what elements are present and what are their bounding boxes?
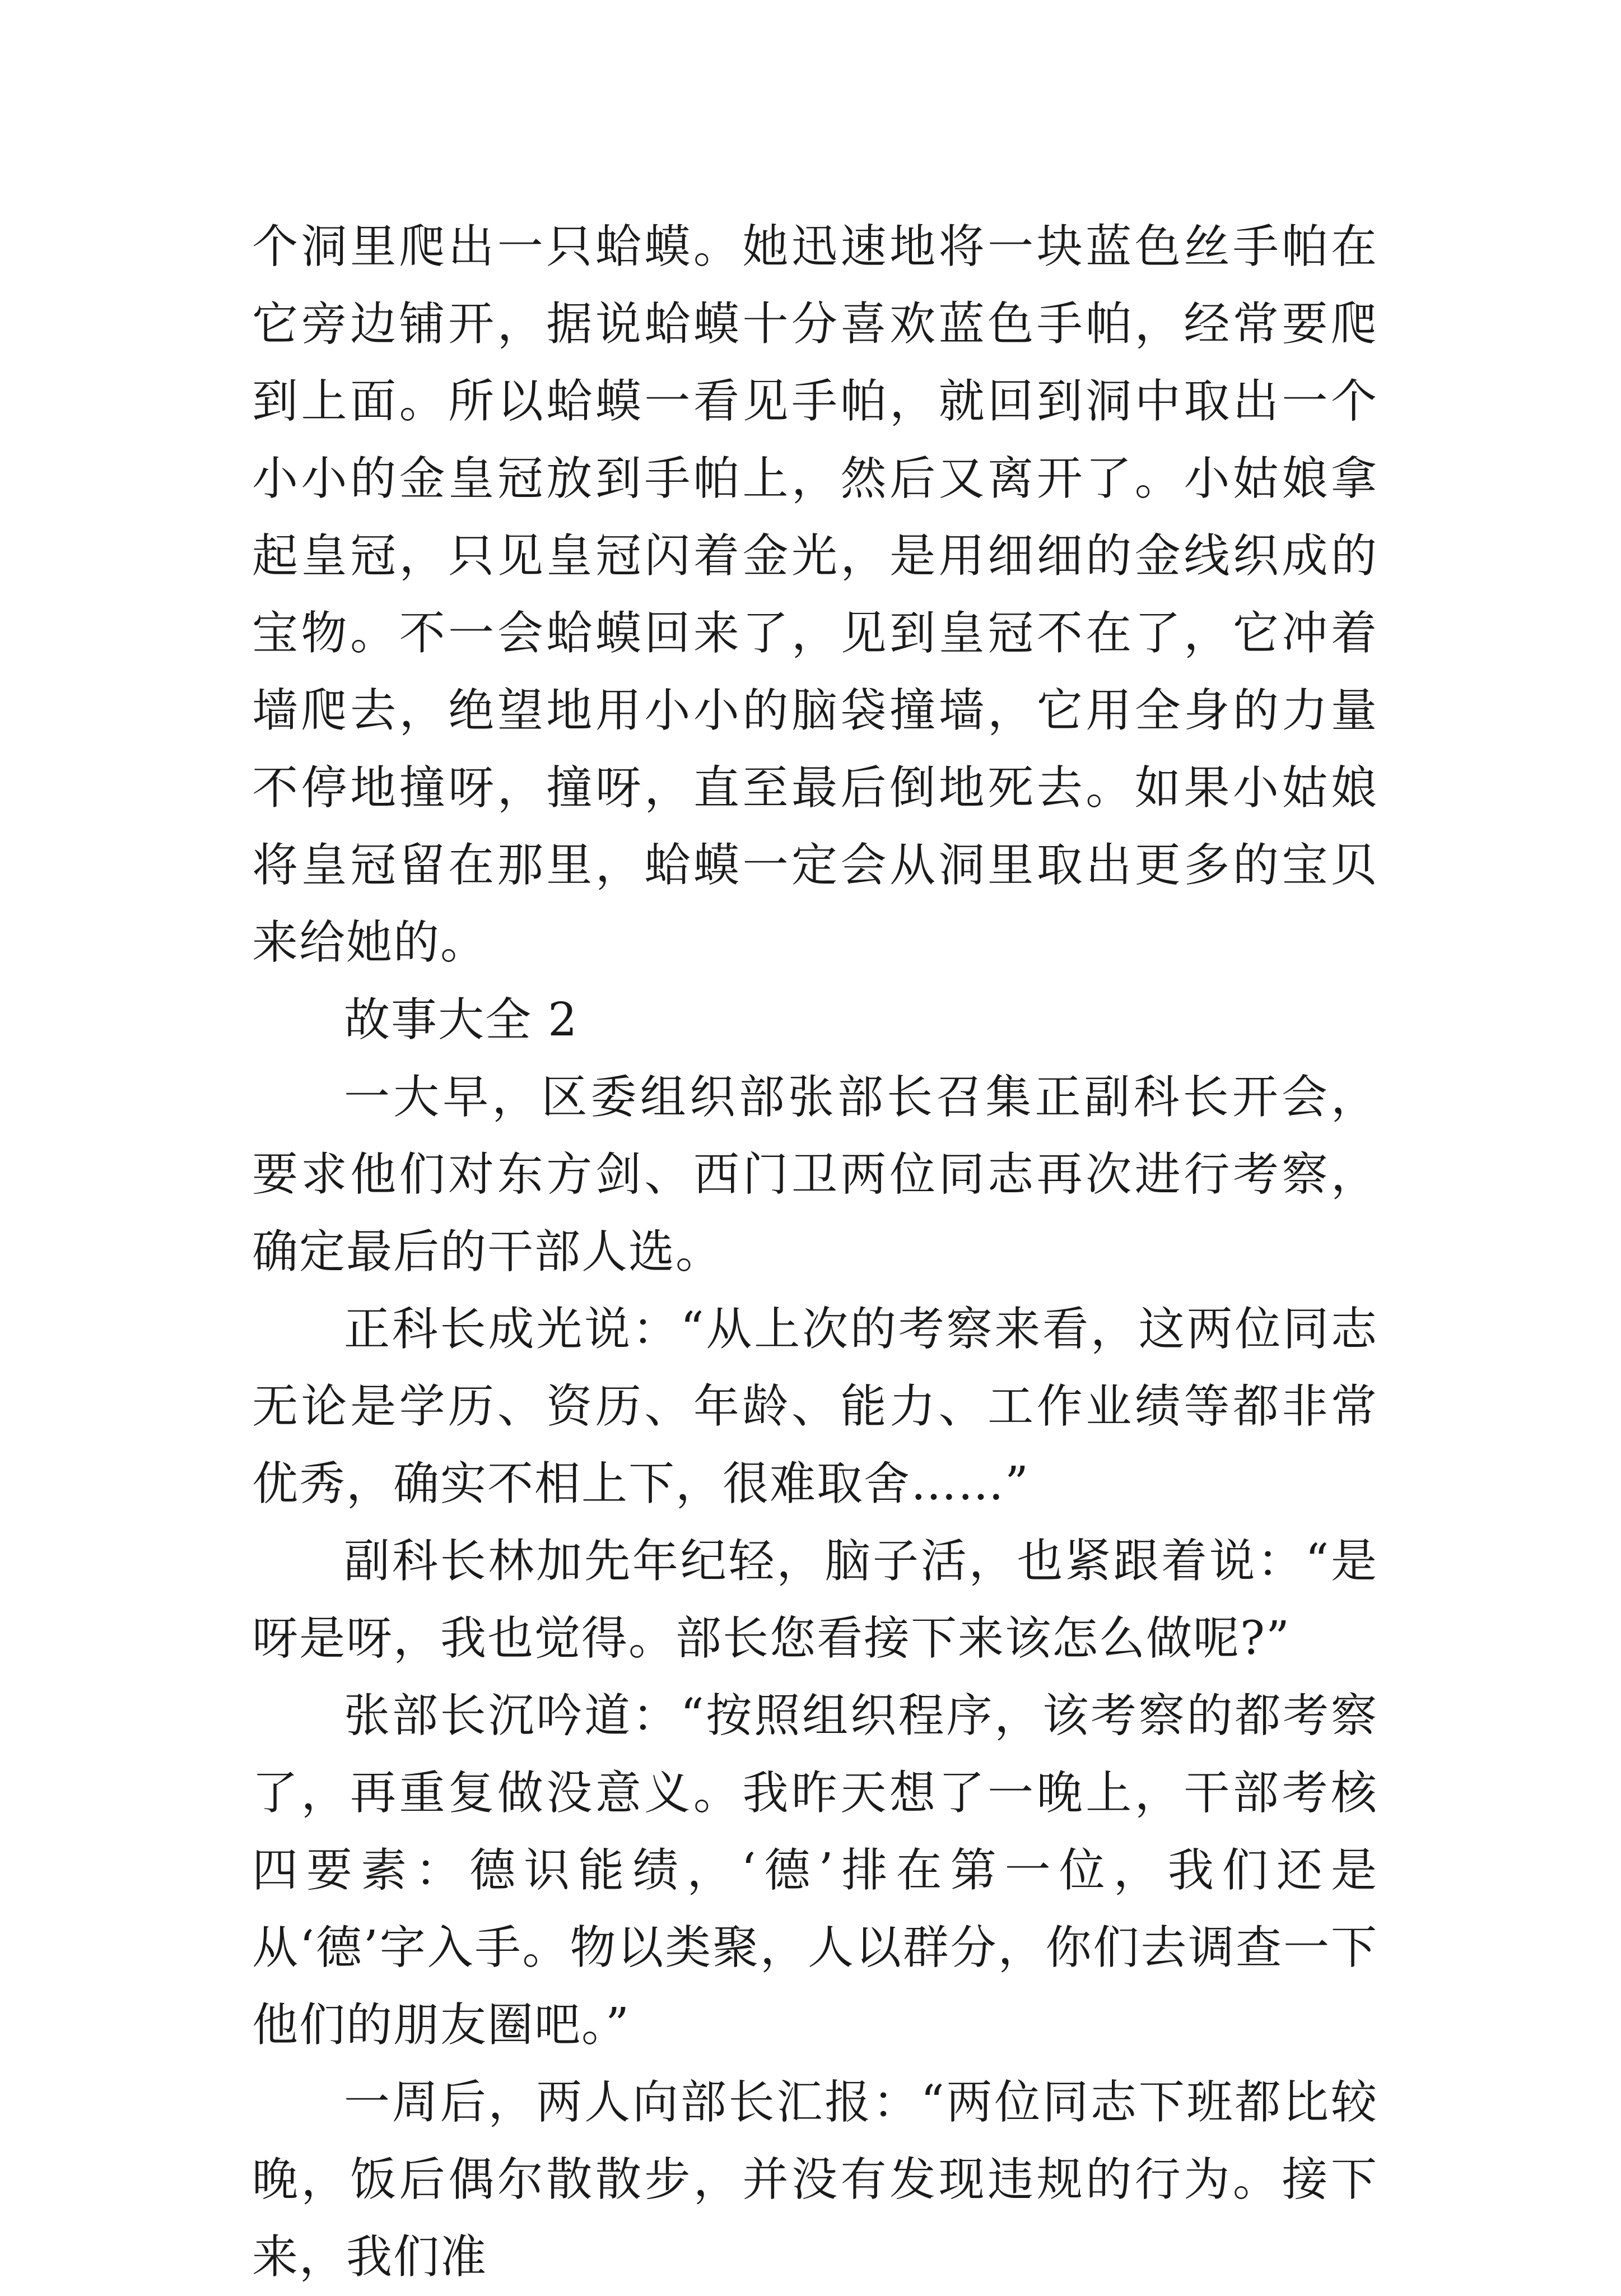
paragraph: 正科长成光说：“从上次的考察来看，这两位同志无论是学历、资历、年龄、能力、工作业绩等都非常优秀，确实不相上下，很难取舍……”	[252, 1303, 1378, 1510]
paragraph: 张部长沉吟道：“按照组织程序，该考察的都考察了，再重复做没意义。我昨天想了一晚上，干部考核四要素：德识能绩，‘德’排在第一位，我们还是从‘德’字入手。物以类聚，人以群分，你们去调查一下他们的朋友圈吧。”	[252, 1689, 1378, 2052]
paragraph-toad-story-end: 个洞里爬出一只蛤蟆。她迅速地将一块蓝色丝手帕在它旁边铺开，据说蛤蟆十分喜欢蓝色手帕，经常要爬到上面。所以蛤蟆一看见手帕，就回到洞中取出一个小小的金皇冠放到手帕上，然后又离开了。小姑娘拿起皇冠，只见皇冠闪着金光，是用细细的金线织成的宝物。不一会蛤蟆回来了，见到皇冠不在了，它冲着墙爬去，绝望地用小小的脑袋撞墙，它用全身的力量不停地撞呀，撞呀，直至最后倒地死去。如果小姑娘将皇冠留在那里，蛤蟆一定会从洞里取出更多的宝贝来给她的。	[252, 220, 1378, 969]
body-text	[252, 208, 1378, 2296]
paragraph: 一大早，区委组织部张部长召集正副科长开会，要求他们对东方剑、西门卫两位同志再次进行考察，确定最后的干部人选。	[252, 1071, 1378, 1279]
section-heading: 故事大全 2	[344, 993, 579, 1047]
paragraph: 副科长林加先年纪轻，脑子活，也紧跟着说：“是呀是呀，我也觉得。部长您看接下来该怎么做呢?”	[252, 1535, 1378, 1665]
paragraph: 一周后，两人向部长汇报：“两位同志下班都比较晚，饭后偶尔散散步，并没有发现违规的行为。接下来，我们准	[252, 2076, 1378, 2284]
